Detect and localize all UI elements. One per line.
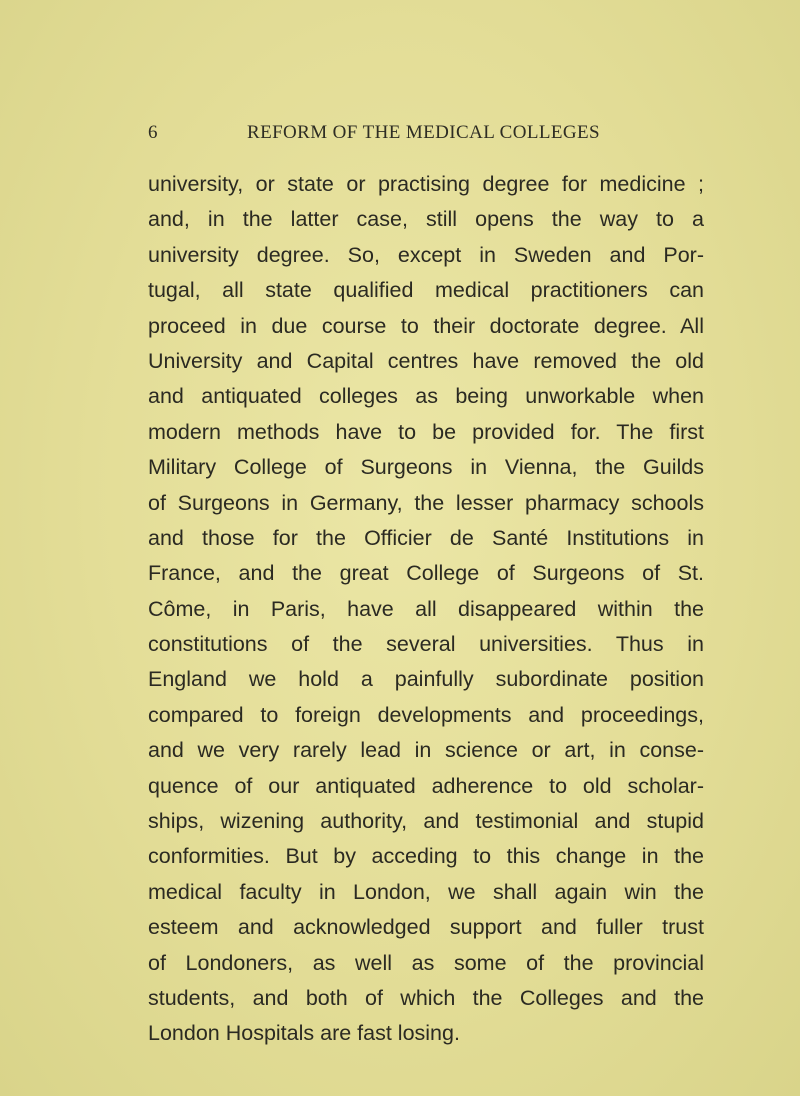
text-line: ships, wizening authority, and testimonial and stupid (148, 809, 704, 834)
text-line: university, or state or practising degree for medicine ; (148, 172, 704, 196)
text-line: London Hospitals are fast losing. (148, 1021, 460, 1046)
text-line: of Londoners, as well as some of the provincial (148, 950, 704, 975)
text-line: Côme, in Paris, have all disappeared within the (148, 596, 704, 621)
text-line: medical faculty in London, we shall again win the (148, 879, 704, 904)
text-line: quence of our antiquated adherence to old scholar- (148, 773, 704, 798)
text-line: University and Capital centres have removed the old (148, 348, 704, 373)
text-line: constitutions of the several universities. Thus in (148, 632, 704, 657)
text-line: and, in the latter case, still opens the way to a (148, 207, 704, 232)
text-line: conformities. But by acceding to this change in the (148, 844, 704, 869)
running-title: REFORM OF THE MEDICAL COLLEGES (247, 122, 600, 143)
text-line: compared to foreign developments and proceedings, (148, 702, 704, 727)
text-line: and antiquated colleges as being unworkable when (148, 384, 704, 409)
text-line: esteem and acknowledged support and fuller trust (148, 915, 704, 940)
text-line: university degree. So, except in Sweden and Por- (148, 242, 704, 267)
running-head (148, 122, 708, 148)
text-line: Military College of Surgeons in Vienna, the Guilds (148, 455, 704, 480)
text-line: England we hold a painfully subordinate position (148, 667, 704, 692)
text-line: tugal, all state qualified medical practitioners can (148, 278, 704, 303)
text-line: modern methods have to be provided for. The first (148, 419, 704, 444)
text-line: proceed in due course to their doctorate degree. All (148, 313, 704, 338)
text-line: students, and both of which the Colleges and the (148, 985, 704, 1010)
text-line: and those for the Officier de Santé Institutions in (148, 525, 704, 550)
text-line: France, and the great College of Surgeons of St. (148, 561, 704, 586)
page-number: 6 (148, 122, 158, 143)
text-line: and we very rarely lead in science or art, in conse- (148, 738, 704, 763)
body-paragraph (148, 167, 704, 1052)
text-line: of Surgeons in Germany, the lesser pharmacy schools (148, 490, 704, 515)
